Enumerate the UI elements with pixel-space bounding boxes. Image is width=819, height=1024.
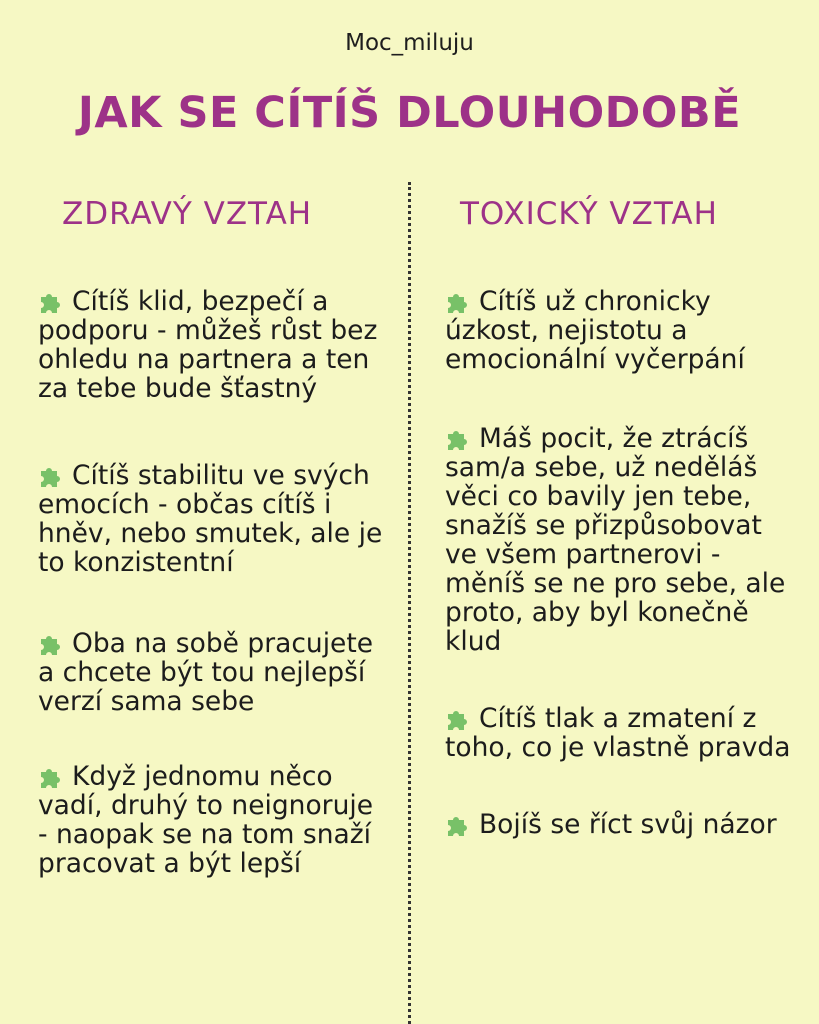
puzzle-piece-icon	[38, 763, 66, 789]
puzzle-piece-icon	[445, 705, 473, 731]
list-item	[38, 762, 383, 878]
list-item	[445, 704, 795, 762]
list-item	[445, 424, 795, 656]
puzzle-piece-icon	[38, 462, 66, 488]
list-item-text: Cítíš tlak a zmatení z toho, co je vlastně pravda	[445, 703, 791, 763]
list-item-text: Cítíš klid, bezpečí a podporu - můžeš růst bez ohledu na partnera a ten za tebe bude šťastný	[38, 286, 378, 404]
toxic-relationship-heading: TOXICKÝ VZTAH	[460, 196, 718, 232]
list-item	[38, 287, 383, 403]
puzzle-piece-icon	[445, 425, 473, 451]
list-item-text: Máš pocit, že ztrácíš sam/a sebe, už neděláš věci co bavily jen tebe, snažíš se přizpůsobovat ve všem partnerovi - měníš se ne pro sebe, ale proto, aby byl konečně klud	[445, 423, 786, 657]
list-item	[445, 287, 795, 374]
column-divider	[408, 182, 411, 1024]
puzzle-piece-icon	[38, 288, 66, 314]
healthy-relationship-heading: ZDRAVÝ VZTAH	[62, 196, 313, 232]
puzzle-piece-icon	[38, 630, 66, 656]
toxic-relationship-list	[445, 287, 795, 839]
puzzle-piece-icon	[445, 288, 473, 314]
list-item-text: Bojíš se říct svůj názor	[479, 809, 777, 840]
list-item	[38, 629, 383, 716]
list-item	[445, 810, 795, 839]
list-item-text: Oba na sobě pracujete a chcete být tou nejlepší verzí sama sebe	[38, 628, 374, 717]
puzzle-piece-icon	[445, 811, 473, 837]
account-handle: Moc_miluju	[345, 30, 474, 56]
list-item-text: Cítíš už chronicky úzkost, nejistotu a emocionální vyčerpání	[445, 286, 745, 375]
list-item-text: Cítíš stabilitu ve svých emocích - občas cítíš i hněv, nebo smutek, ale je to konzistentní	[38, 460, 383, 578]
list-item-text: Když jednomu něco vadí, druhý to neignoruje - naopak se na tom snaží pracovat a být lepší	[38, 761, 374, 879]
healthy-relationship-list	[38, 287, 383, 878]
page-title: JAK SE CÍTÍŠ DLOUHODOBĚ	[77, 88, 742, 138]
list-item	[38, 461, 383, 577]
